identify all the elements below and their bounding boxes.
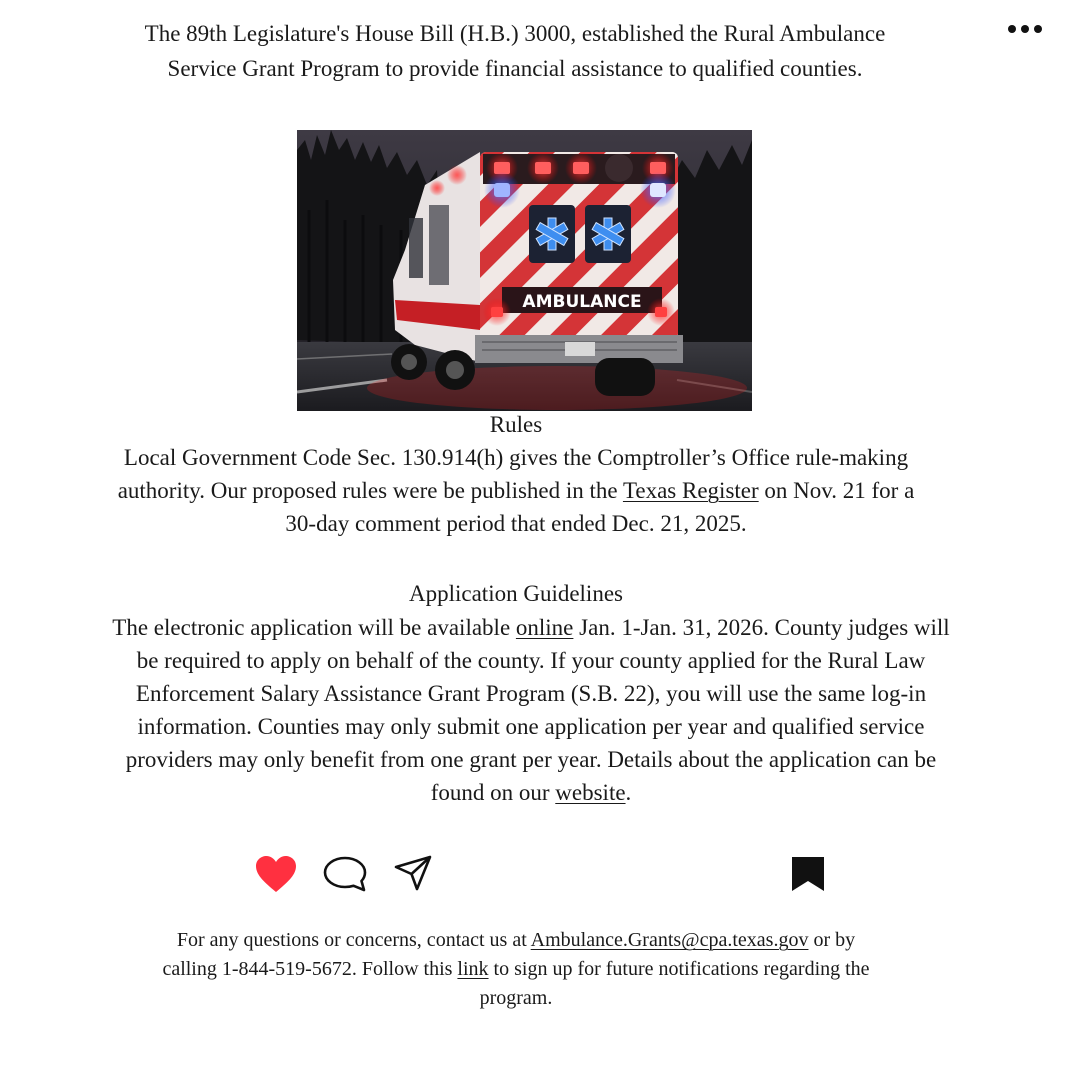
heart-icon bbox=[254, 854, 298, 894]
application-text-middle: Jan. 1-Jan. 31, 2026. County judges will be required to apply on behalf of the county. If your county applied for the Rural Law Enforcement Salary Assistance Grant Program (S.B. 22), you will use the same log-in information. Counties may only submit one application per year and qualified service providers may only benefit from one grant per year. Details about the application can be found on our bbox=[125, 615, 950, 805]
rules-heading: Rules bbox=[489, 412, 543, 437]
contact-paragraph bbox=[150, 926, 882, 1013]
ambulance-image bbox=[297, 130, 752, 411]
contact-text-after: or by calling 1-844-519-5672. Follow this bbox=[162, 929, 856, 980]
email-link[interactable]: Ambulance.Grants@cpa.texas.gov bbox=[530, 929, 809, 951]
menu-dot bbox=[1034, 25, 1042, 33]
application-guidelines-heading: Application Guidelines bbox=[409, 581, 623, 606]
application-paragraph bbox=[100, 611, 962, 809]
share-button[interactable] bbox=[393, 854, 433, 897]
website-link[interactable]: website bbox=[555, 780, 626, 805]
contact-text-end: to sign up for future notifications regarding the program. bbox=[479, 958, 870, 1009]
menu-dot bbox=[1021, 25, 1029, 33]
texas-register-link[interactable]: Texas Register bbox=[622, 478, 759, 503]
menu-dot bbox=[1008, 25, 1016, 33]
application-text-before: The electronic application will be available bbox=[112, 615, 516, 640]
rules-paragraph bbox=[110, 441, 922, 540]
more-options-icon[interactable] bbox=[1008, 20, 1042, 38]
post-action-bar bbox=[0, 852, 1080, 896]
signup-link[interactable]: link bbox=[457, 958, 489, 980]
bookmark-icon bbox=[790, 855, 826, 893]
like-button[interactable] bbox=[254, 854, 298, 899]
rules-text-before: Local Government Code Sec. 130.914(h) gives the Comptroller’s Office rule-making authority. Our proposed rules were be published in the bbox=[117, 445, 909, 503]
online-link[interactable]: online bbox=[515, 615, 574, 640]
application-text-end: . bbox=[625, 780, 632, 805]
comment-button[interactable] bbox=[322, 855, 368, 898]
send-icon bbox=[393, 854, 433, 892]
comment-icon bbox=[322, 855, 368, 893]
rules-text-after: on Nov. 21 for a 30-day comment period that ended Dec. 21, 2025. bbox=[285, 478, 915, 536]
save-button[interactable] bbox=[790, 855, 826, 898]
contact-text-before: For any questions or concerns, contact us at bbox=[176, 929, 531, 951]
intro-paragraph: The 89th Legislature's House Bill (H.B.) 3000, established the Rural Ambulance Service Grant Program to provide financial assistance to qualified counties. bbox=[144, 21, 886, 81]
ambulance-badge-text: AMBULANCE bbox=[522, 292, 642, 312]
